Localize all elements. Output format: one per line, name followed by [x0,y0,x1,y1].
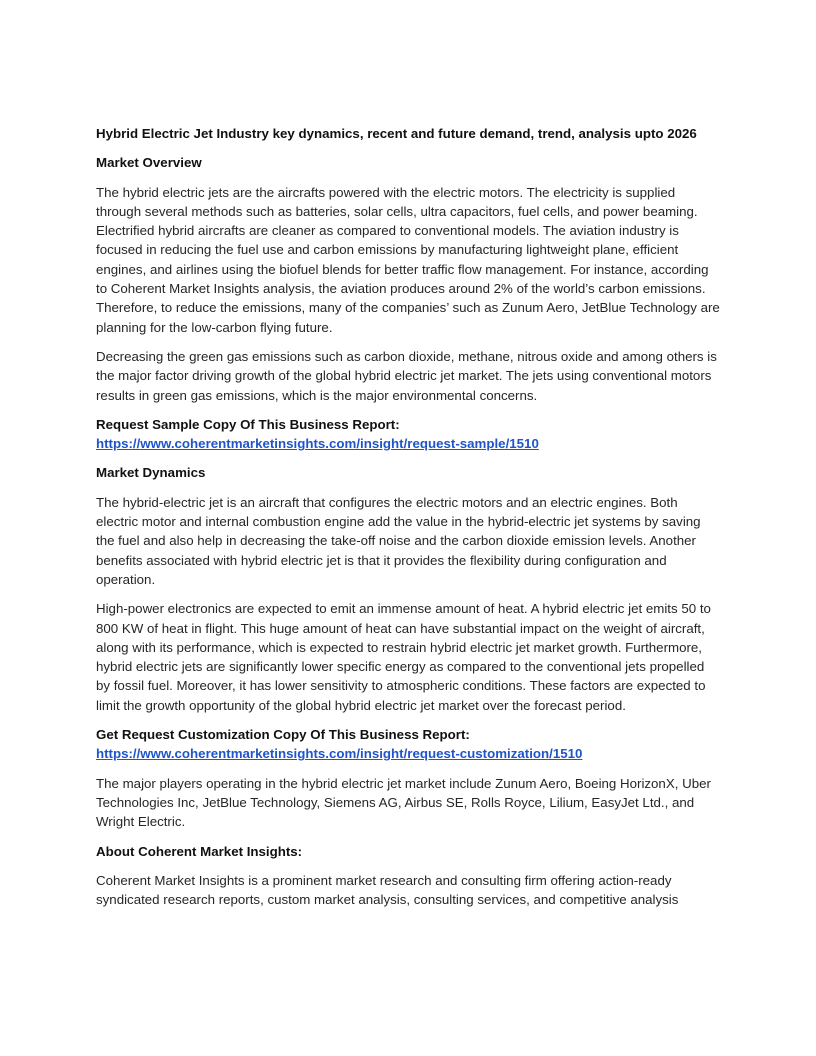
paragraph-dynamics-2: High-power electronics are expected to emit an immense amount of heat. A hybrid electric jet emits 50 to 800 KW of heat in flight. This huge amount of heat can have substantial impact on the weight of aircraft, along with its performance, which is expected to restrain hybrid electric jet market growth. Furthermore, hybrid electric jets are significantly lower specific energy as compared to the conventional jets propelled by fossil fuel. Moreover, it has lower sensitivity to atmospheric conditions. These factors are expected to limit the growth opportunity of the global hybrid electric jet market over the forecast period. [96,601,711,713]
paragraph-about: Coherent Market Insights is a prominent market research and consulting firm offering action-ready syndicated research reports, custom market analysis, consulting services, and competitive analysis [96,872,679,908]
heading-market-dynamics: Market Dynamics [96,465,206,481]
customization-request-link[interactable]: https://www.coherentmarketinsights.com/insight/request-customization/1510 [96,746,583,762]
sample-request-block [96,415,720,454]
customization-request-label: Get Request Customization Copy Of This Business Report: [96,727,470,743]
heading-market-overview: Market Overview [96,155,202,171]
sample-request-label: Request Sample Copy Of This Business Report: [96,416,400,432]
document-title: Hybrid Electric Jet Industry key dynamics, recent and future demand, trend, analysis upto 2026 [96,126,697,141]
paragraph-overview-1: The hybrid electric jets are the aircrafts powered with the electric motors. The electricity is supplied through several methods such as batteries, solar cells, ultra capacitors, fuel cells, and power beaming. Electrified hybrid aircrafts are cleaner as compared to conventional models. The aviation industry is focused in reducing the fuel use and carbon emissions by manufacturing lightweight plane, efficient engines, and airlines using the biofuel blends for better traffic flow management. For instance, according to Coherent Market Insights analysis, the aviation produces around 2% of the world’s carbon emissions. Therefore, to reduce the emissions, many of the companies’ such as Zunum Aero, JetBlue Technology are planning for the low-carbon flying future. [96,184,720,335]
paragraph-dynamics-1: The hybrid-electric jet is an aircraft that configures the electric motors and an electric engines. Both electric motor and internal combustion engine add the value in the hybrid-electric jet systems by saving the fuel and also help in decreasing the take-off noise and the carbon dioxide emission levels. Another benefits associated with hybrid electric jet is that it provides the flexibility during configuration and operation. [96,494,701,587]
document-body [96,124,720,919]
customization-request-block [96,725,720,764]
paragraph-key-players: The major players operating in the hybrid electric jet market include Zunum Aero, Boeing HorizonX, Uber Technologies Inc, JetBlue Technology, Siemens AG, Airbus SE, Rolls Royce, Lilium, EasyJet Ltd., and Wright Electric. [96,775,711,830]
sample-request-link[interactable]: https://www.coherentmarketinsights.com/insight/request-sample/1510 [96,436,539,452]
paragraph-overview-2: Decreasing the green gas emissions such as carbon dioxide, methane, nitrous oxide and among others is the major factor driving growth of the global hybrid electric jet market. The jets using conventional motors results in green gas emissions, which is the major environmental concerns. [96,348,717,403]
heading-about: About Coherent Market Insights: [96,843,303,859]
